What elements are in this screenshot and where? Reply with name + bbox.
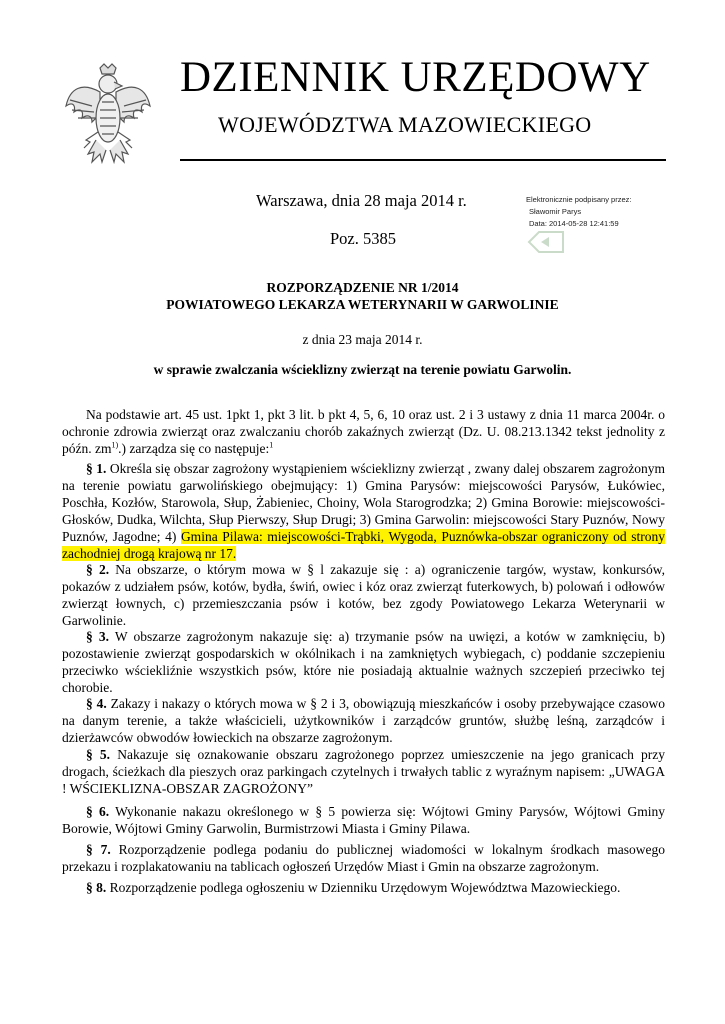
paragraph-text: Wykonanie nakazu określonego w § 5 powierza się: Wójtowi Gminy Parysów, Wójtowi Gminy Borowie, Wójtowi Gminy Garwolin, Burmistrzowi Miasta i Gminy Pilawa.	[62, 804, 665, 836]
highlighted-text: Gmina Pilawa: miejscowości-Trąbki, Wygoda, Puznówka-obszar ograniczony od strony zachodniej drogą krajową nr 17.	[62, 529, 665, 561]
act-title-line2: POWIATOWEGO LEKARZA WETERYNARII W GARWOLINIE	[166, 297, 559, 312]
footnote-ref: 1)	[111, 440, 119, 450]
paragraph-text: Rozporządzenie podlega podaniu do publicznej wiadomości w lokalnym środkach masowego przekazu i rozplakatowaniu na tablicach ogłoszeń Urzędów Miast i Gmin na obszarze zagrożonym.	[62, 842, 665, 874]
header-divider	[180, 159, 666, 161]
paragraph-sign: § 5.	[86, 747, 111, 762]
paragraph-text: W obszarze zagrożonym nakazuje się: a) trzymanie psów na uwięzi, a kotów w zamknięciu, b) pozostawienie zwierząt gospodarskich w okólnikach i na zamkniętych wybiegach, c) poddanie szczepieniu przeciwko wściekliźnie wszystkich psów, które nie posiadają aktualnie ważnych szczepień przeciwko tej chorobie.	[62, 629, 666, 695]
paragraph-intro	[62, 406, 665, 457]
paragraph-8	[62, 879, 665, 896]
paragraph-text: Na obszarze, o którym mowa w § l zakazuje się : a) ograniczenie targów, wystaw, konkursów, pokazów z udziałem psów, kotów, bydła, świń, owiec i kóz oraz zwierząt futerkowych, b) polowań i odłowów zwierząt łownych, c) przemieszczania psów i kotów, bez zgody Powiatowego Lekarza Weterynarii w Garwolinie.	[62, 562, 665, 628]
paragraph-sign: § 6.	[86, 804, 110, 819]
paragraph-3	[62, 628, 665, 696]
paragraph-text: Zakazy i nakazy o których mowa w § 2 i 3, obowiązują mieszkańców i osoby przebywające czasowo na danym terenie, a także właścicieli, użytkowników i zarządców gruntów, służbę leśną, zarządców i dzierżawców obwodów łowieckich na obszarze zagrożonym.	[62, 696, 666, 745]
footnote-ref: 1	[269, 440, 274, 450]
act-date: z dnia 23 maja 2014 r.	[302, 332, 423, 347]
paragraph-4	[62, 695, 665, 746]
act-title-line1: ROZPORZĄDZENIE NR 1/2014	[266, 280, 459, 295]
paragraph-6	[62, 803, 665, 837]
paragraph-sign: § 3.	[86, 629, 109, 644]
signature-watermark-icon	[527, 229, 565, 255]
intro-text: Na podstawie art. 45 ust. 1pkt 1, pkt 3 lit. b pkt 4, 5, 6, 10 oraz ust. 2 i 3 ustawy z dnia 11 marca 2004r. o ochronie zdrowia zwierząt oraz zwalczaniu chorób zakaźnych zwierząt (Dz. U. 08.213.1342 tekst jednolity z późn. zm	[62, 407, 665, 456]
paragraph-1	[62, 460, 665, 562]
act-subject: w sprawie zwalczania wścieklizny zwierząt na terenie powiatu Garwolin.	[153, 362, 572, 377]
intro-text-mid: .) zarządza się co następuje:	[118, 441, 270, 456]
paragraph-text: Określa się obszar zagrożony wystąpieniem wścieklizny zwierząt , zwany dalej obszarem zagrożonym na terenie powiatu garwolińskiego obejmujący: 1) Gmina Parysów: miejscowości Parysów, Łukówiec, Poschła, Kozłów, Starowola, Słup, Żabieniec, Choiny, Wola Starogrodzka; 2) Gmina Borowie: miejscowości-Głosków, Dudka, Wilchta, Słup Pierwszy, Słup Drugi; 3) Gmina Garwolin: miejscowości Stary Puznów, Nowy Puznów, Jagodne; 4)	[62, 461, 666, 544]
paragraph-sign: § 1.	[86, 461, 107, 476]
journal-title: DZIENNIK URZĘDOWY	[180, 54, 651, 101]
paragraph-sign: § 4.	[86, 696, 107, 711]
signature-name: Sławomir Parys	[529, 207, 582, 216]
electronic-signature	[526, 194, 696, 230]
paragraph-7	[62, 841, 665, 875]
position-number: Poz. 5385	[330, 229, 396, 248]
paragraph-sign: § 7.	[86, 842, 111, 857]
place-and-date: Warszawa, dnia 28 maja 2014 r.	[256, 191, 467, 210]
paragraph-text: Rozporządzenie podlega ogłoszeniu w Dzienniku Urzędowym Województwa Mazowieckiego.	[106, 880, 621, 895]
signature-date: Data: 2014-05-28 12:41:59	[529, 219, 619, 228]
journal-subtitle: WOJEWÓDZTWA MAZOWIECKIEGO	[218, 112, 592, 137]
paragraph-sign: § 8.	[86, 880, 107, 895]
paragraph-5	[62, 746, 665, 797]
paragraph-sign: § 2.	[86, 562, 110, 577]
paragraph-text: Nakazuje się oznakowanie obszaru zagrożonego poprzez umieszczenie na jego granicach przy drogach, ścieżkach dla pieszych oraz parkingach czytelnych i trwałych tablic z wyraźnym napisem: „UWAGA ! WŚCIEKLIZNA-OBSZAR ZAGROŻONY”	[62, 747, 666, 796]
eagle-emblem-icon	[62, 62, 154, 170]
signature-label: Elektronicznie podpisany przez:	[526, 195, 632, 204]
paragraph-2	[62, 561, 665, 629]
